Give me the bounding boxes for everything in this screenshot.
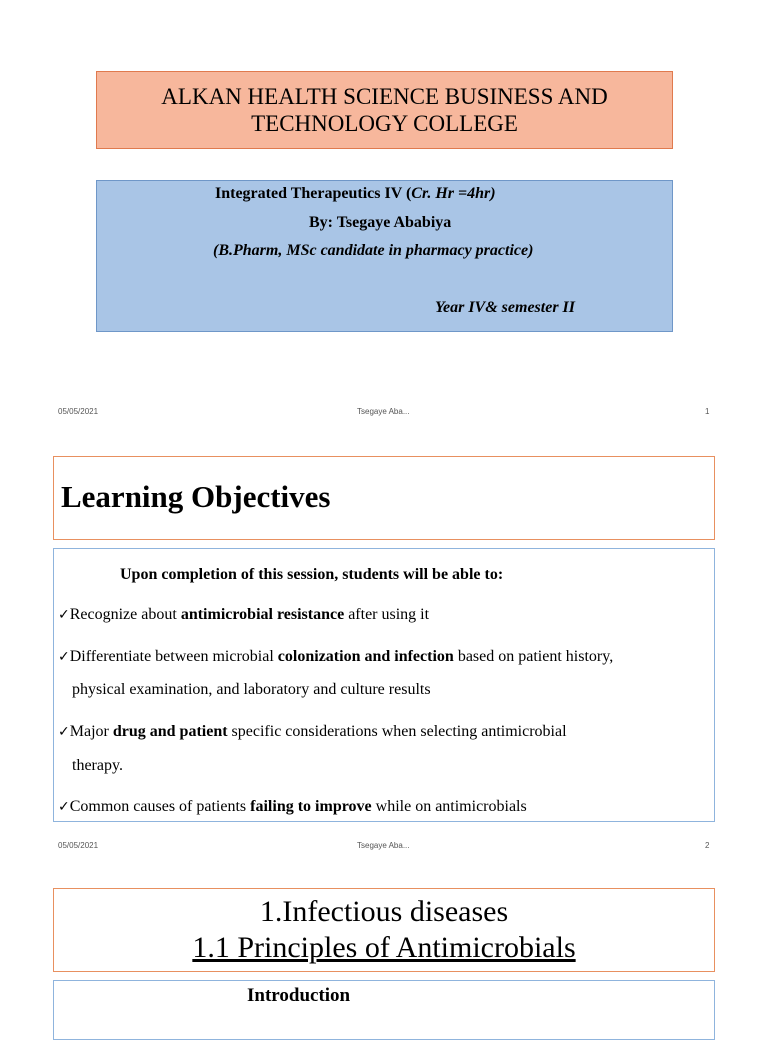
objective-item-2-continued: physical examination, and laboratory and culture results [72, 681, 431, 698]
college-title-line2: TECHNOLOGY COLLEGE [251, 111, 518, 136]
infectious-diseases-heading: 1.Infectious diseases [259, 895, 509, 928]
footer-author-1: Tsegaye Aba... [357, 407, 410, 416]
objective-item-4: ✓Common causes of patients failing to improve while on antimicrobials [58, 798, 527, 815]
college-title-box [96, 71, 673, 149]
footer-date-2: 05/05/2021 [58, 841, 99, 850]
objective-item-3-continued: therapy. [72, 757, 123, 774]
checkmark-icon: ✓ [58, 799, 70, 815]
checkmark-icon: ✓ [58, 724, 70, 740]
objectives-content-box [53, 548, 715, 822]
footer-date-1: 05/05/2021 [58, 407, 99, 416]
objective-item-2: ✓Differentiate between microbial colonization and infection based on patient history, [58, 648, 614, 665]
objectives-intro: Upon completion of this session, students will be able to: [120, 566, 504, 583]
introduction-heading: Introduction [247, 985, 351, 1006]
course-title: Integrated Therapeutics IV (Cr. Hr =4hr) [215, 185, 496, 202]
checkmark-icon: ✓ [58, 649, 70, 665]
learning-objectives-heading: Learning Objectives [61, 479, 331, 514]
course-credit: Cr. Hr =4hr) [411, 185, 496, 202]
objective-item-1: ✓Recognize about antimicrobial resistance after using it [58, 606, 430, 623]
footer-page-2: 2 [705, 841, 710, 850]
checkmark-icon: ✓ [58, 607, 70, 623]
infectious-diseases-heading-box [53, 888, 715, 972]
year-semester: Year IV& semester II [435, 299, 575, 316]
course-author: By: Tsegaye Ababiya [309, 214, 452, 231]
author-credentials: (B.Pharm, MSc candidate in pharmacy practice) [213, 242, 534, 259]
learning-objectives-heading-box [53, 456, 715, 540]
college-title-line1: ALKAN HEALTH SCIENCE BUSINESS AND [161, 84, 608, 109]
footer-page-1: 1 [705, 407, 710, 416]
introduction-content-box [53, 980, 715, 1040]
principles-antimicrobials-heading: 1.1 Principles of Antimicrobials [192, 931, 576, 964]
course-info-box [96, 180, 673, 332]
objective-item-3: ✓Major drug and patient specific considerations when selecting antimicrobial [58, 723, 567, 740]
footer-author-2: Tsegaye Aba... [357, 841, 410, 850]
